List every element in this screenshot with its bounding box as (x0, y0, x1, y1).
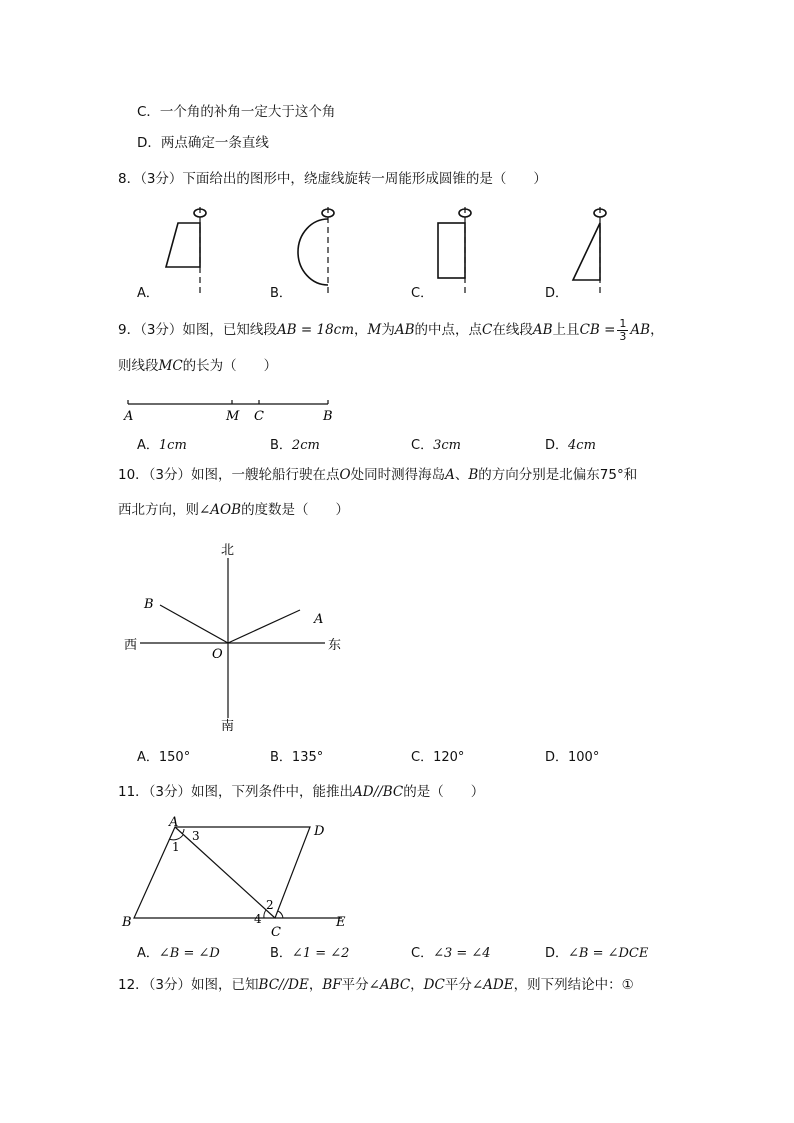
q9-option-c: C．3cm (411, 438, 461, 453)
q12-stem: 12．（3分）如图，已知BC//DE，BF平分∠ABC，DC平分∠ADE，则下列结论中：① (118, 977, 634, 993)
south-label: 南 (221, 719, 235, 734)
label-a: A (124, 409, 134, 424)
q8-stem: 8．（3分）下面给出的图形中，绕虚线旋转一周能形成圆锥的是（ ） (118, 171, 547, 187)
vertex-a: A (169, 815, 179, 830)
angle-3-label: 3 (192, 829, 200, 843)
q10-option-a: A．150° (137, 750, 191, 765)
q8-figure-d (573, 207, 600, 295)
label-c: C (254, 409, 264, 424)
q7-option-d: D．两点确定一条直线 (137, 135, 269, 151)
q9-option-b: B．2cm (270, 438, 320, 453)
q8-option-b: B． (270, 286, 292, 301)
q9-option-a: A．1cm (137, 438, 187, 453)
q11-option-c: C．∠3 = ∠4 (411, 946, 491, 961)
q10-compass-figure (120, 540, 360, 740)
north-label: 北 (221, 543, 235, 558)
angle-1-label: 1 (172, 840, 180, 854)
q8-option-a: A． (137, 286, 159, 301)
q8-figure-a (166, 207, 200, 295)
label-m: M (226, 409, 240, 424)
q10-option-d: D．100° (545, 750, 600, 765)
q11-option-d: D．∠B = ∠DCE (545, 946, 649, 961)
q10-option-c: C．120° (411, 750, 465, 765)
q10-stem-line2: 西北方向，则∠AOB的度数是（ ） (118, 502, 350, 518)
vertex-c: C (271, 925, 281, 940)
q11-stem: 11．（3分）如图，下列条件中，能推出AD//BC的是（ ） (118, 784, 485, 800)
point-a: A (314, 612, 324, 627)
q9-segment-figure (120, 396, 340, 424)
label-b: B (323, 409, 333, 424)
point-b: B (144, 597, 154, 612)
east-label: 东 (328, 638, 342, 653)
q8-figure-b (298, 207, 328, 295)
q11-option-a: A．∠B = ∠D (137, 946, 220, 961)
q8-option-c: C． (411, 286, 434, 301)
q10-stem: 10．（3分）如图，一艘轮船行驶在点O处同时测得海岛A、B的方向分别是北偏东75°和 (118, 467, 638, 483)
q8-option-d: D． (545, 286, 569, 301)
vertex-d: D (314, 824, 325, 839)
vertex-e: E (336, 915, 346, 930)
q8-figure-c (438, 207, 465, 295)
angle-2-label: 2 (266, 898, 274, 912)
q9-stem: 9．（3分）如图，已知线段AB = 18cm，M为AB的中点，点C在线段AB上且CB = $\frac{1}{3}$ AB， (118, 317, 664, 343)
q7-option-c: C．一个角的补角一定大于这个角 (137, 104, 336, 120)
q11-parallelogram-figure (120, 815, 360, 940)
angle-4-label: 4 (254, 912, 262, 926)
vertex-b: B (122, 915, 132, 930)
fraction-one-third: $\frac{1}{3}$ (619, 317, 627, 343)
point-o: O (212, 647, 223, 662)
q11-option-b: B．∠1 = ∠2 (270, 946, 350, 961)
q10-option-b: B．135° (270, 750, 324, 765)
rotate-arrow-icon (194, 209, 606, 217)
q9-option-d: D．4cm (545, 438, 596, 453)
q9-stem-line2: 则线段MC的长为（ ） (118, 358, 278, 374)
west-label: 西 (124, 638, 138, 653)
